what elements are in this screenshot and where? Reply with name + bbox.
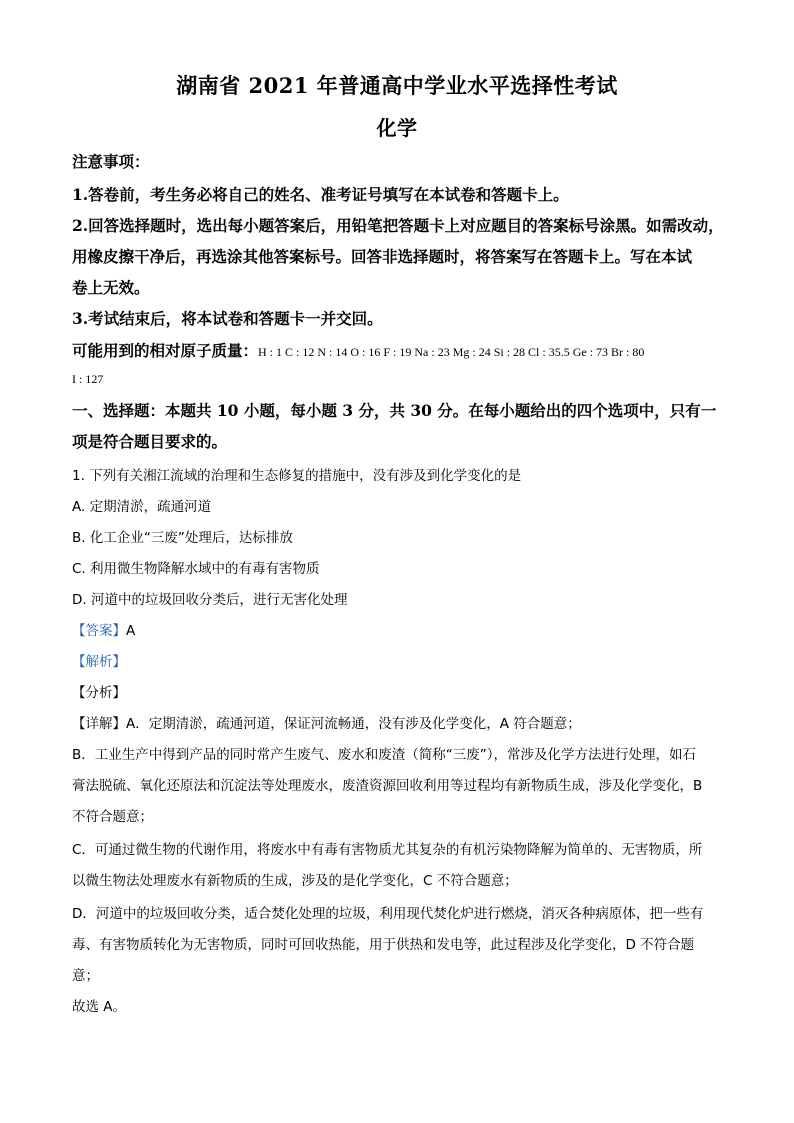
section-heading-line-1: 一、选择题：本题共 10 小题，每小题 3 分，共 30 分。在每小题给出的四个选项中，只有一: [72, 401, 717, 420]
detail-a-text: A．定期清淤，疏通河道，保证河流畅通，没有涉及化学变化，A 符合题意；: [126, 716, 581, 732]
notice-heading: 注意事项：: [72, 152, 150, 171]
question-1-option-b: B. 化工企业“三废”处理后，达标排放: [72, 530, 293, 546]
detail-d-line-3: 意；: [72, 968, 99, 984]
question-1-option-d: D. 河道中的垃圾回收分类后，进行无害化处理: [72, 592, 348, 608]
atomic-mass-label: 可能用到的相对原子质量：: [72, 341, 259, 360]
detail-a: [72, 712, 724, 732]
detail-c-line-2: 以微生物法处理废水有新物质的生成，涉及的是化学变化，C 不符合题意；: [72, 873, 518, 889]
question-1-stem: 1. 下列有关湘江流域的治理和生态修复的措施中，没有涉及到化学变化的是: [72, 468, 522, 484]
question-1-option-a: A. 定期清淤，疏通河道: [72, 499, 212, 515]
conclusion: 故选 A。: [72, 999, 127, 1015]
question-1-option-c: C. 利用微生物降解水域中的有毒有害物质: [72, 561, 320, 577]
section-heading-line-2: 项是符合题目要求的。: [72, 432, 228, 451]
analysis-tag: 【解析】: [72, 654, 126, 670]
atomic-mass-values: H : 1 C : 12 N : 14 O : 16 F : 19 Na : 23 Mg : 24 Si : 28 Cl : 35.5 Ge : 73 Br : 80: [258, 345, 645, 359]
subject-title: 化学: [376, 116, 418, 140]
detail-d-line-1: D．河道中的垃圾回收分类，适合焚化处理的垃圾，利用现代焚化炉进行燃烧，消灭各种病原体，把一些有: [72, 906, 704, 922]
exam-title: 湖南省 2021 年普通高中学业水平选择性考试: [176, 73, 618, 98]
atomic-mass-values-2: I : 127: [72, 372, 104, 386]
notice-item-2-line-3: 卷上无效。: [72, 278, 150, 297]
answer-tag: 【答案】: [72, 623, 126, 639]
detail-c-line-1: C．可通过微生物的代谢作用，将废水中有毒有害物质尤其复杂的有机污染物降解为简单的、无害物质，所: [72, 842, 703, 858]
notice-item-1: 1.答卷前，考生务必将自己的姓名、准考证号填写在本试卷和答题卡上。: [72, 185, 569, 204]
detail-b-line-2: 膏法脱硫、氧化还原法和沉淀法等处理废水，废渣资源回收利用等过程均有新物质生成，涉及化学变化，B: [72, 778, 703, 794]
detail-b-line-3: 不符合题意；: [72, 809, 153, 825]
fenxi-tag: 【分析】: [72, 685, 126, 701]
answer-row: [72, 619, 724, 639]
detail-tag: 【详解】: [72, 716, 126, 732]
detail-b-line-1: B．工业生产中得到产品的同时常产生废气、废水和废渣（简称“三废”），常涉及化学方法进行处理，如石: [72, 747, 696, 763]
detail-d-line-2: 毒、有害物质转化为无害物质，同时可回收热能，用于供热和发电等，此过程涉及化学变化，D 不符合题: [72, 937, 695, 953]
atomic-mass-row: [72, 339, 724, 361]
notice-item-3: 3.考试结束后，将本试卷和答题卡一并交回。: [72, 309, 383, 328]
notice-item-2-line-2: 用橡皮擦干净后，再选涂其他答案标号。回答非选择题时，将答案写在答题卡上。写在本试: [72, 247, 693, 266]
answer-value: A: [126, 623, 136, 639]
notice-item-2-line-1: 2.回答选择题时，选出每小题答案后，用铅笔把答题卡上对应题目的答案标号涂黑。如需改动，: [72, 216, 724, 235]
